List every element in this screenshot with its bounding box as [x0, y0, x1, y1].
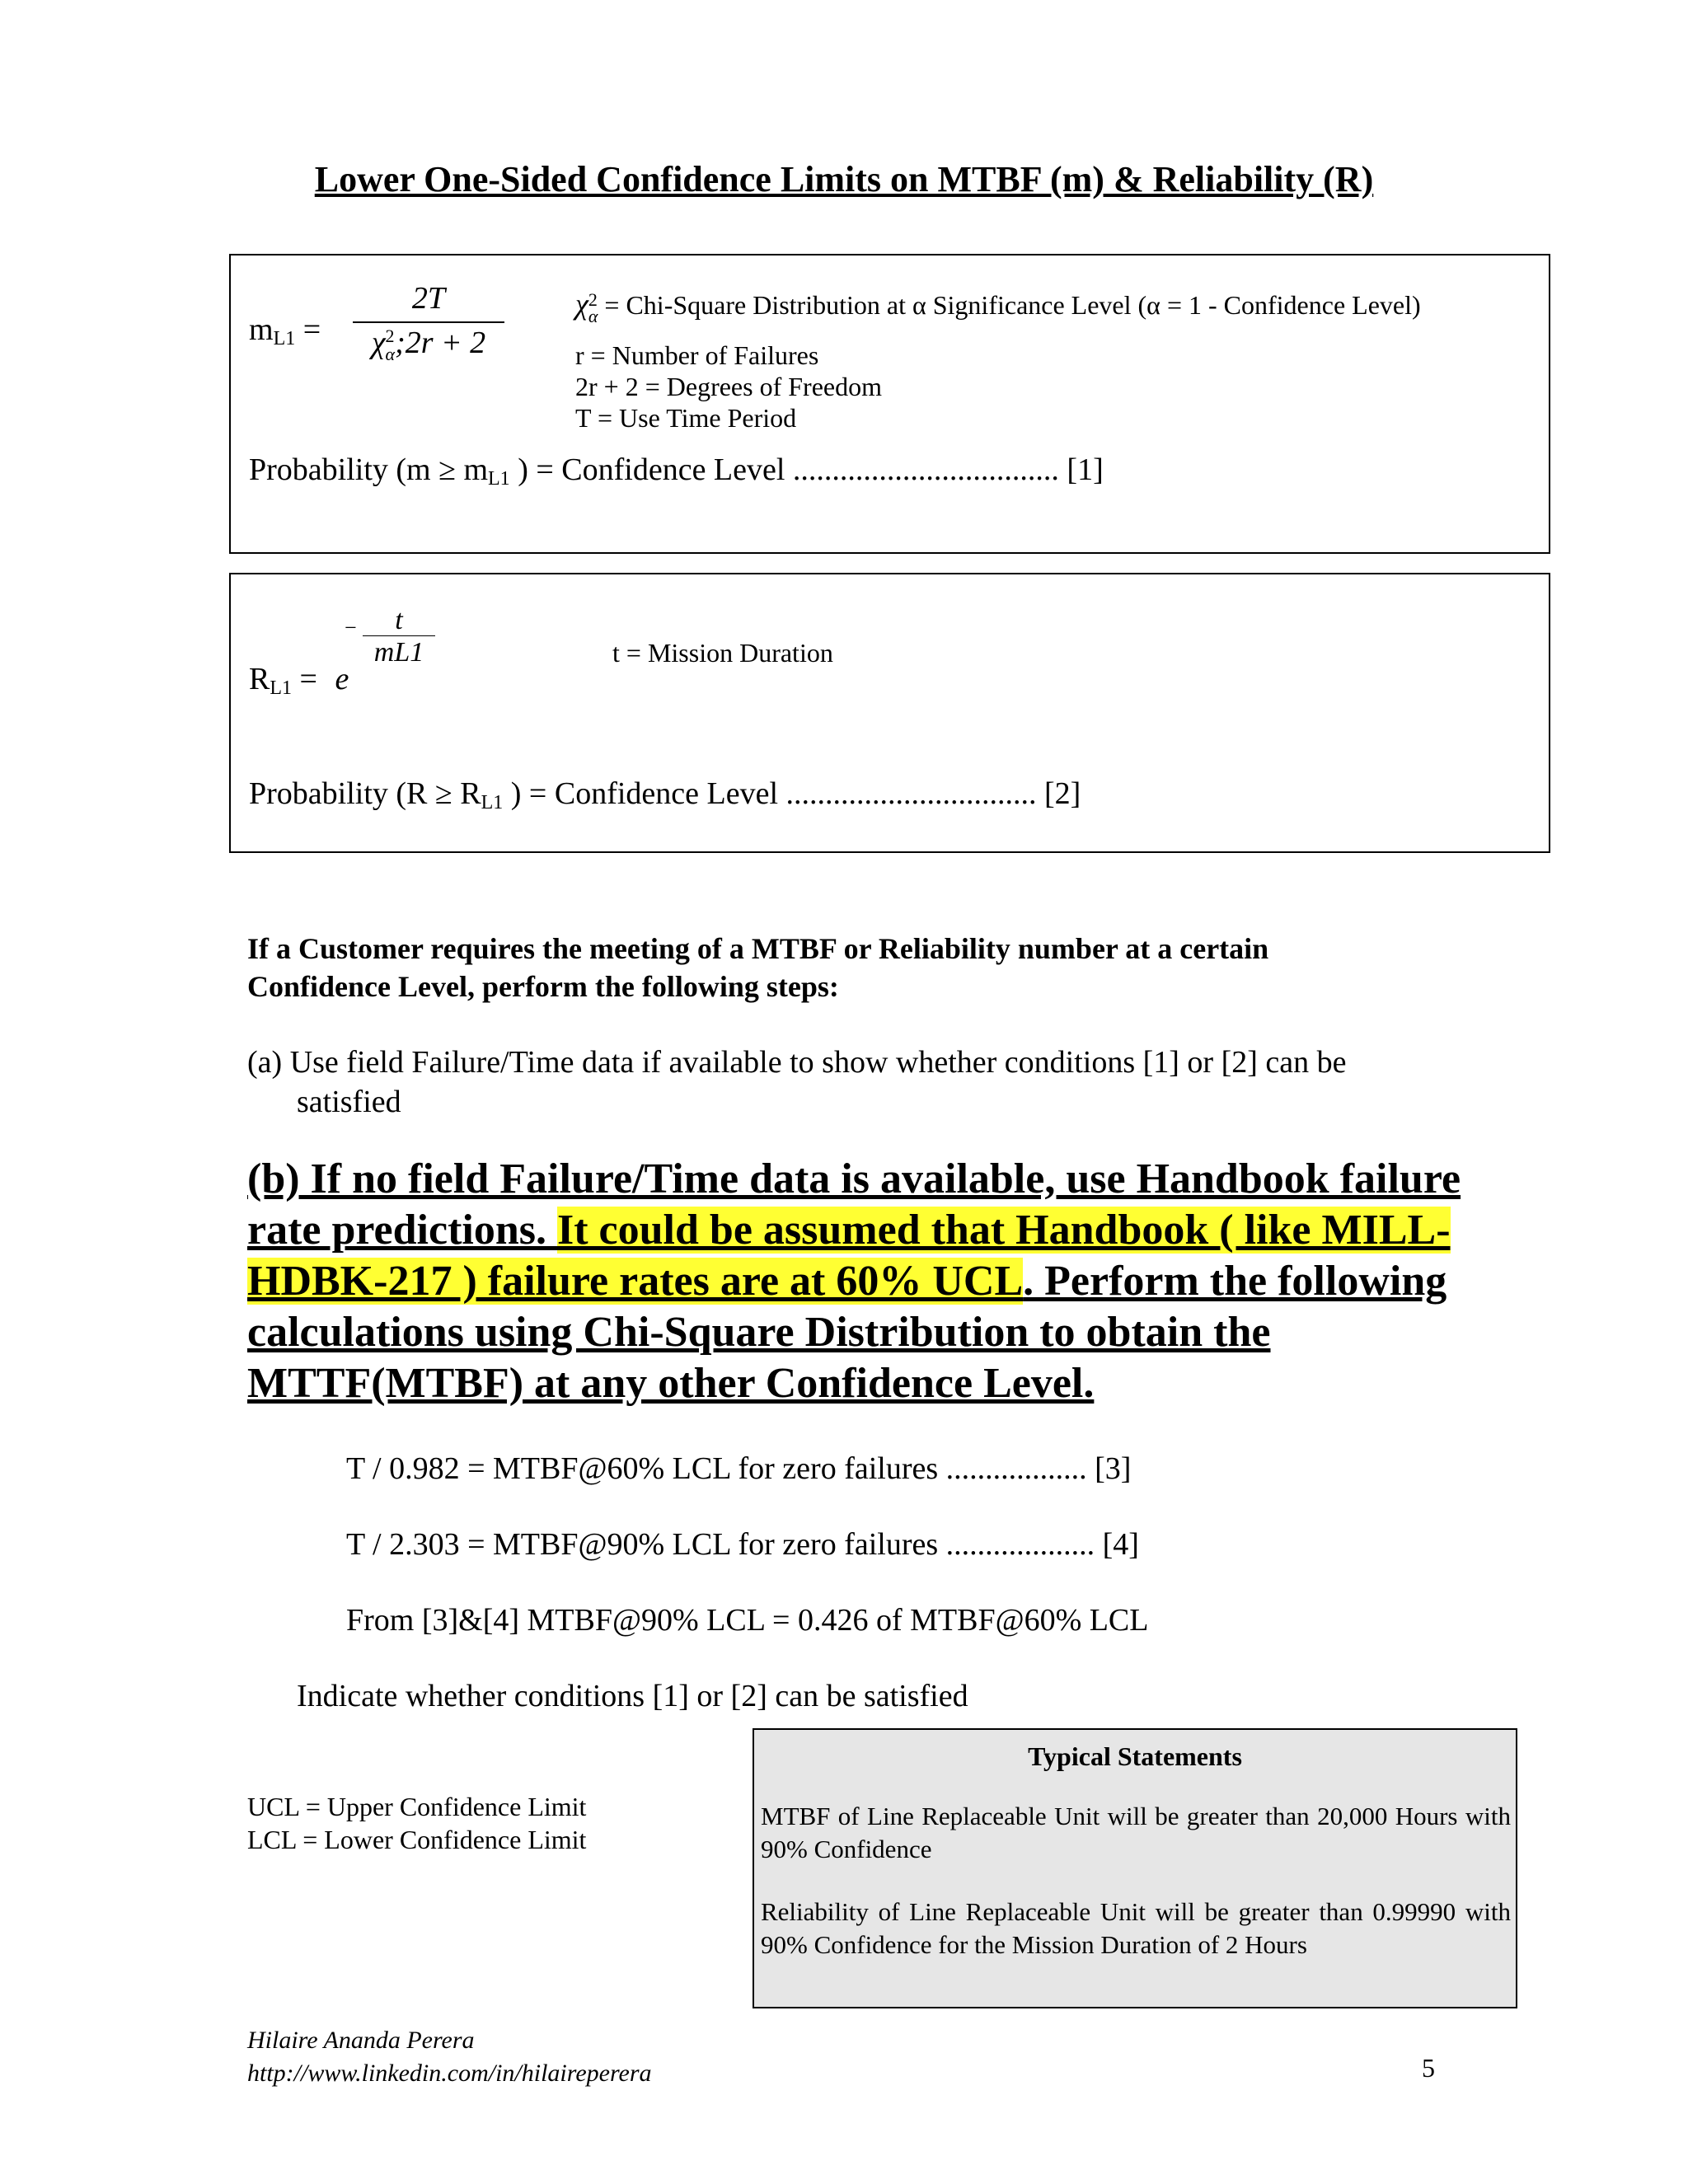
- legend-r: r = Number of Failures: [575, 340, 819, 370]
- indicate-text: Indicate whether conditions [1] or [2] can be satisfied: [297, 1679, 968, 1713]
- abbr-lcl: LCL = Lower Confidence Limit: [247, 1825, 587, 1854]
- chi-superscript: 2: [385, 326, 395, 347]
- chi-legend-text: = Chi-Square Distribution at α Significance Level (α = 1 - Confidence Level): [604, 290, 1421, 320]
- footer: [247, 2024, 652, 2090]
- step-a-text: Use field Failure/Time data if available to show whether conditions [1] or [2] can be: [282, 1045, 1347, 1080]
- exp-den-m: m: [373, 637, 395, 668]
- exp-numerator: t: [395, 605, 403, 635]
- legend-dof: 2r + 2 = Degrees of Freedom: [575, 372, 882, 401]
- steps-heading-line-1: If a Customer requires the meeting of a MTBF or Reliability number at a certain: [247, 932, 1269, 965]
- chi-legend-sup: 2: [588, 288, 598, 310]
- mtbf-denominator: [353, 325, 504, 363]
- footer-author: Hilaire Ananda Perera: [247, 2027, 475, 2054]
- condition-1-sub: L1: [488, 468, 510, 490]
- variable-legend: [575, 340, 882, 434]
- mtbf-lhs-symbol: m: [249, 312, 274, 347]
- condition-1-post: ) = Confidence Level .................................. [1]: [509, 452, 1104, 487]
- condition-2-pre: Probability (R ≥ R: [249, 776, 481, 811]
- reliability-lhs-symbol: R: [249, 662, 270, 696]
- legend-mission-duration: t = Mission Duration: [612, 638, 833, 668]
- reliability-formula-box: [229, 573, 1550, 853]
- reliability-lhs-subscript: L1: [270, 677, 293, 699]
- abbr-ucl: UCL = Upper Confidence Limit: [247, 1792, 587, 1821]
- page-number: 5: [1422, 2053, 1435, 2083]
- mtbf-numerator: 2T: [411, 281, 446, 316]
- step-a-text-cont: satisfied: [297, 1085, 401, 1119]
- page-title: Lower One-Sided Confidence Limits on MTBF (m) & Reliability (R): [314, 159, 1374, 199]
- calc-from: From [3]&[4] MTBF@90% LCL = 0.426 of MTBF@60% LCL: [346, 1603, 1149, 1638]
- statements-title: Typical Statements: [1028, 1741, 1242, 1771]
- mtbf-equals: =: [302, 312, 321, 347]
- step-b-highlight: It could be assumed that Handbook ( like MILL-HDBK-217 ) failure rates are at 60% UCL: [247, 1207, 1451, 1305]
- exponent: [345, 606, 435, 669]
- condition-2-sub: L1: [481, 792, 504, 813]
- condition-2-post: ) = Confidence Level ................................ [2]: [503, 776, 1081, 811]
- footer-url[interactable]: http://www.linkedin.com/in/hilaireperera: [247, 2060, 652, 2087]
- chi-symbol: χ: [371, 326, 386, 360]
- step-b: [247, 1154, 1533, 1409]
- chi-subscript: α: [385, 344, 396, 365]
- chi-legend-sub: α: [588, 305, 598, 326]
- exp-minus: −: [345, 616, 357, 640]
- calc-4: T / 2.303 = MTBF@90% LCL for zero failures ................... [4]: [346, 1527, 1139, 1562]
- dof-term: ;2r + 2: [395, 326, 486, 360]
- mtbf-lhs-subscript: L1: [273, 328, 296, 349]
- steps-heading: [247, 930, 1533, 1005]
- exp-den-sub: L1: [394, 637, 424, 668]
- condition-1: [249, 452, 1104, 490]
- mtbf-fraction-line: [353, 321, 504, 323]
- reliability-lhs: [249, 661, 349, 700]
- legend-T: T = Use Time Period: [575, 403, 797, 433]
- exp-base: e: [335, 662, 349, 696]
- mtbf-fraction: [353, 280, 504, 363]
- chi-legend: [575, 287, 1421, 325]
- abbreviations: [247, 1790, 586, 1856]
- statement-reliability: Reliability of Line Replaceable Unit will be greater than 0.99990 with 90% Confidence for the Mission Duration of 2 Hours: [761, 1897, 1511, 1959]
- step-a: [247, 1043, 1533, 1122]
- statement-mtbf: MTBF of Line Replaceable Unit will be greater than 20,000 Hours with 90% Confidence: [761, 1802, 1511, 1863]
- step-b-conclusion: . Perform the following calculations using Chi-Square Distribution to obtain the MTTF(MTBF) at any other Confidence Level.: [247, 1258, 1447, 1407]
- step-a-label: (a): [247, 1045, 283, 1080]
- steps-heading-line-2: Confidence Level, perform the following steps:: [247, 970, 839, 1003]
- typical-statements-box: [753, 1728, 1517, 2008]
- condition-1-pre: Probability (m ≥ m: [249, 452, 489, 487]
- calc-3: T / 0.982 = MTBF@60% LCL for zero failures .................. [3]: [346, 1451, 1132, 1486]
- mtbf-formula-box: [229, 254, 1550, 554]
- mtbf-lhs: [249, 312, 321, 350]
- step-b-intro: (b) If no field Failure/Time data is available, use Handbook failure rate predictions.: [247, 1155, 1461, 1254]
- condition-2: [249, 776, 1081, 814]
- reliability-equals: =: [299, 662, 317, 696]
- exp-denominator: [363, 636, 435, 669]
- chi-legend-symbol: χ: [575, 288, 588, 321]
